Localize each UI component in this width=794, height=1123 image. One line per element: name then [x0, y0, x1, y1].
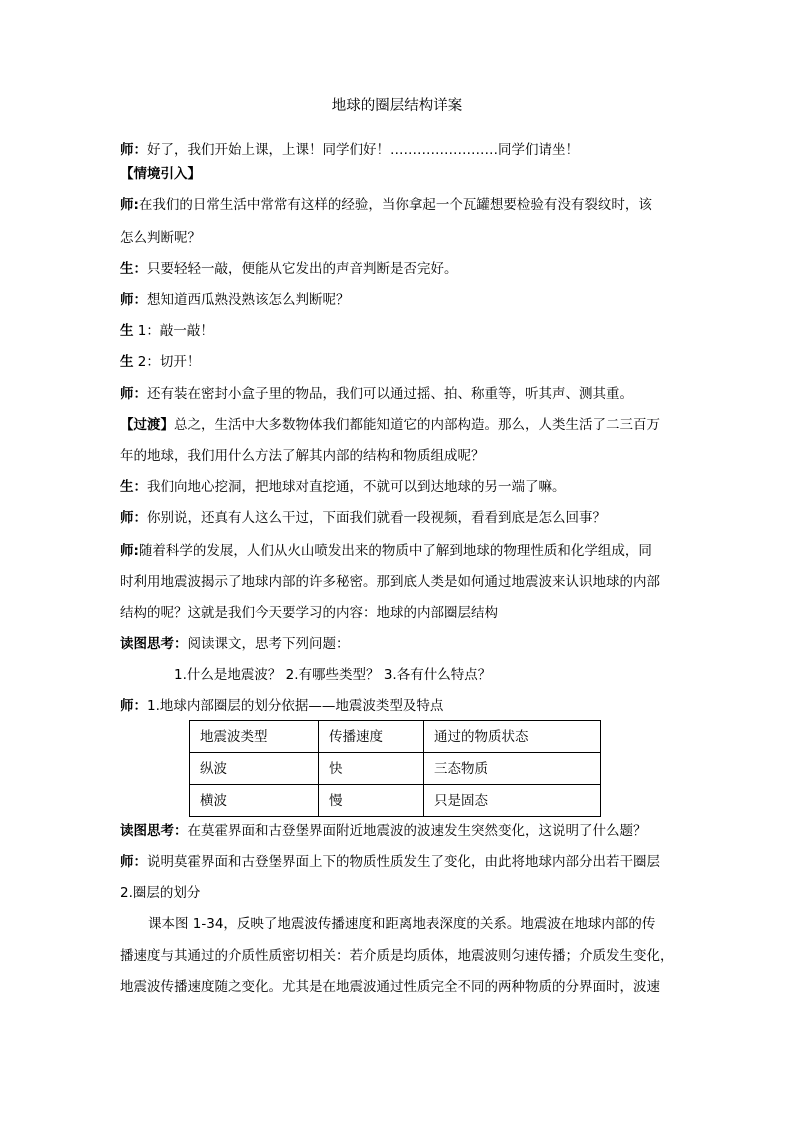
question-list: 1.什么是地震波？ 2.有哪些类型？ 3.各有什么特点？ [174, 667, 492, 683]
speaker-label: 师： [120, 292, 147, 308]
table-cell: 慢 [319, 785, 424, 817]
table-header-row [190, 721, 601, 753]
text-line: 师：1.地球内部圈层的划分依据——地震波类型及特点 [120, 698, 444, 714]
speaker-label: 师： [120, 698, 147, 714]
text-line: 读图思考：阅读课文，思考下列问题： [120, 636, 350, 652]
speaker-label: 读图思考： [120, 636, 188, 652]
section-heading: 【过渡】 [120, 417, 174, 433]
text-line: 生 2：切开！ [120, 354, 201, 370]
table-header-cell: 传播速度 [319, 721, 424, 753]
table-cell: 纵波 [190, 753, 319, 785]
speaker-label: 生 [120, 354, 134, 370]
subsection-heading: 2.圈层的划分 [120, 885, 201, 901]
text-line: 时利用地震波揭示了地球内部的许多秘密。那到底人类是如何通过地震波来认识地球的内部 [120, 574, 660, 590]
table-cell: 三态物质 [424, 753, 601, 785]
table-cell: 只是固态 [424, 785, 601, 817]
speaker-label: 生： [120, 479, 147, 495]
text-line: 师：好了，我们开始上课，上课！同学们好！……………………同学们请坐！ [120, 142, 579, 158]
seismic-wave-table [189, 720, 601, 817]
table-cell: 快 [319, 753, 424, 785]
speaker-label: 读图思考： [120, 823, 188, 839]
text-line: 师：你别说，还真有人这么干过，下面我们就看一段视频，看看到底是怎么回事？ [120, 510, 606, 526]
table-header-cell: 通过的物质状态 [424, 721, 601, 753]
table-row [190, 753, 601, 785]
paragraph-line: 播速度与其通过的介质性质密切相关：若介质是均质体，地震波则匀速传播；介质发生变化， [120, 948, 674, 964]
text-line: 生 1：敲一敲！ [120, 323, 214, 339]
text-line: 年的地球，我们用什么方法了解其内部的结构和物质组成呢？ [120, 448, 485, 464]
speaker-label: 师: [120, 197, 139, 213]
table-header-cell: 地震波类型 [190, 721, 319, 753]
document-title: 地球的圈层结构详案 [331, 98, 463, 114]
paragraph-line: 课本图 1-34，反映了地震波传播速度和距离地表深度的关系。地震波在地球内部的传 [148, 916, 656, 932]
speaker-label: 生 [120, 323, 134, 339]
paragraph-line: 地震波传播速度随之变化。尤其是在地震波通过性质完全不同的两种物质的分界面时，波速 [120, 979, 660, 995]
text-line [120, 164, 680, 184]
section-heading: 【情境引入】 [120, 166, 201, 182]
text-line: 怎么判断呢？ [120, 230, 201, 246]
text-line: 结构的呢？这就是我们今天要学习的内容：地球的内部圈层结构 [120, 605, 498, 621]
speaker-label: 师: [120, 543, 139, 559]
table-cell: 横波 [190, 785, 319, 817]
text-line: 师:随着科学的发展，人们从火山喷发出来的物质中了解到地球的物理性质和化学组成，同 [120, 543, 652, 559]
text-line: 师：想知道西瓜熟没熟该怎么判断呢？ [120, 292, 350, 308]
text-line: 师:在我们的日常生活中常常有这样的经验，当你拿起一个瓦罐想要检验有没有裂纹时，该 [120, 197, 652, 213]
text-line: 【过渡】总之，生活中大多数物体我们都能知道它的内部构造。那么，人类生活了二三百万 [120, 417, 660, 433]
speaker-label: 师： [120, 510, 147, 526]
text-line: 师：说明莫霍界面和古登堡界面上下的物质性质发生了变化，由此将地球内部分出若干圈层 [120, 854, 660, 870]
speaker-label: 师： [120, 142, 147, 158]
table-row [190, 785, 601, 817]
text-line: 读图思考：在莫霍界面和古登堡界面附近地震波的波速发生突然变化，这说明了什么题？ [120, 823, 647, 839]
speaker-label: 师： [120, 854, 147, 870]
text-line: 生：只要轻轻一敲，便能从它发出的声音判断是否完好。 [120, 261, 458, 277]
text-line: 生：我们向地心挖洞，把地球对直挖通，不就可以到达地球的另一端了嘛。 [120, 479, 566, 495]
speaker-label: 生： [120, 261, 147, 277]
speaker-label: 师： [120, 386, 147, 402]
text-line: 师：还有装在密封小盒子里的物品，我们可以通过摇、拍、称重等，听其声、测其重。 [120, 386, 633, 402]
